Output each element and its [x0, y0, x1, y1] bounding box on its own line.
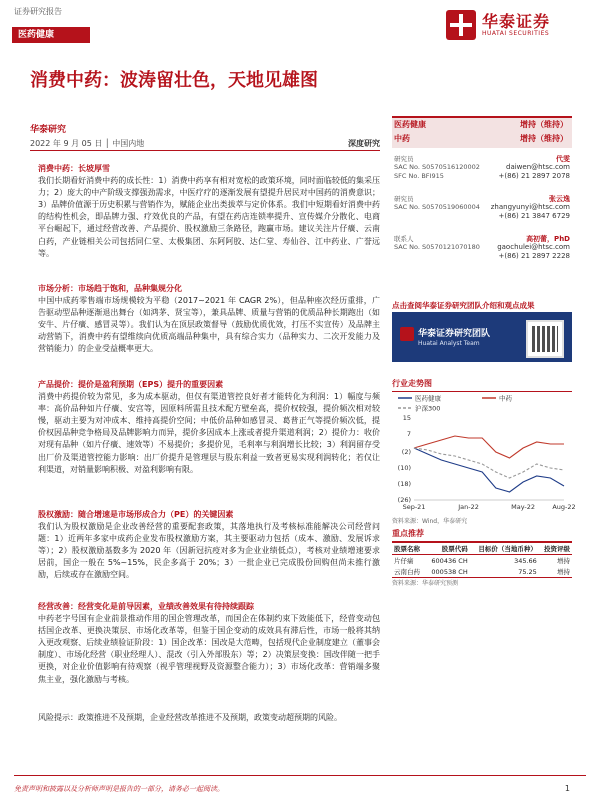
rating: 增持	[557, 557, 570, 565]
target-price: 75.25	[470, 566, 539, 578]
series-line	[414, 436, 564, 458]
section-1	[38, 163, 380, 260]
rating-value: 增持（维持）	[520, 134, 568, 143]
section-heading: 消费中药：长坡厚雪	[38, 164, 110, 173]
x-tick-label: Aug-22	[552, 503, 576, 511]
analyst-email[interactable]: zhangyunyi@htsc.com	[490, 203, 570, 211]
analyst-name: 高初蕾，PhD	[526, 235, 570, 243]
analyst-sac: SAC No. S0570519060004	[394, 203, 480, 211]
analyst-card	[392, 194, 572, 234]
category-tag: 医药健康	[12, 27, 90, 43]
date-line	[30, 138, 380, 149]
chart-source: 资料来源：Wind，华泰研究	[392, 518, 468, 525]
y-tick-label: (10)	[397, 464, 411, 472]
banner-title: 华泰证券研究团队	[418, 329, 491, 339]
x-tick-label: Sep-21	[402, 503, 426, 511]
huatai-logo	[426, 8, 586, 42]
stocks-title: 重点推荐	[392, 528, 572, 542]
qr-code-icon[interactable]	[526, 320, 564, 358]
target-price: 345.66	[514, 556, 537, 565]
author-org: 华泰研究	[30, 125, 67, 135]
y-tick-label: (18)	[397, 480, 411, 488]
analyst-role: 研究员	[394, 155, 414, 163]
doc-type-label: 证券研究报告	[14, 7, 62, 16]
col-header: 股票名称	[392, 543, 425, 555]
stocks-table	[392, 542, 572, 578]
recommended-stocks	[392, 528, 572, 587]
analyst-role: 联系人	[394, 235, 414, 243]
risk-warning: 风险提示：政策推进不及预期，企业经营改革推进不及预期，政策变动超预期的风险。	[38, 713, 342, 722]
rating-name: 中药	[394, 134, 410, 143]
analyst-name: 代雯	[556, 155, 570, 163]
footer-divider	[14, 775, 586, 776]
section-body: 我们认为股权激励是企业改善经营的重要配套政策，其落地执行及考核标准能解决公司经营问题：1）近两年多家中成药企业发布股权激励方案，其主要驱动力包括（成本、激励、发展诉求等）；2）股权激励基数多为 2020 年（因新冠抗疫对多为企业业绩低点），考核对业绩增速要求居前，国企一般在 5%~15%，民企多高于 20%；3）一批企业已完成股份回购但尚未推行激励，后续或存在激励空间。	[38, 522, 380, 580]
rating-box	[392, 116, 572, 274]
x-tick-label: Jan-22	[458, 503, 479, 511]
col-header: 投资评级	[539, 543, 572, 555]
report-title: 消费中药：波涛留壮色，天地见雄图	[30, 70, 318, 91]
col-header: 目标价（当地币种）	[470, 543, 539, 555]
analyst-sfc: SFC No. BFI915	[394, 172, 444, 180]
analyst-phone: +(86) 21 2897 2228	[498, 252, 570, 260]
table-source: 资料来源：华泰研究预测	[392, 580, 459, 587]
stock-code: 000538 CH	[425, 566, 470, 578]
logo-text-cn: 华泰证券	[482, 12, 551, 31]
banner-subtitle: Huatai Analyst Team	[418, 340, 480, 347]
y-tick-label: (26)	[397, 496, 411, 504]
section-heading: 市场分析：市场趋于饱和，品种集规分化	[38, 284, 182, 293]
logo-cross-icon	[446, 10, 476, 40]
x-tick-label: May-22	[511, 503, 536, 511]
section-4	[38, 509, 380, 582]
analyst-team-banner[interactable]	[392, 312, 572, 362]
y-tick-label: (2)	[401, 448, 411, 456]
series-line	[414, 448, 564, 478]
legend-label: 中药	[499, 394, 512, 403]
rating: 增持	[539, 566, 572, 578]
industry-trend-chart	[392, 392, 576, 512]
col-header: 股票代码	[425, 543, 470, 555]
section-body: 中药老字号国有企业前景推动作用的国企管理改革，而国企在体制约束下效能低下，经营变动包括国企改革、更换决策层、市场化改革等，但鉴于国企变动的成效具有滞后性，市场一般将其纳入更改观察、后续业绩验证阶段：1）国企改革：国改是大范畴，包括现代企业制度建立（董事会制度）、市场化经营（职业经理人）、混改（引入外部股东）等；2）决策层变换：国改伴随一把手更换，对企业价值影响有待观察（视乎管理视野及资源整合能力）；3）市场化改革：营销端多聚焦主业，强化激励与考核。	[38, 614, 380, 684]
section-3	[38, 379, 380, 476]
analyst-card	[392, 234, 572, 274]
analyst-name: 张云逸	[549, 195, 570, 203]
analyst-email[interactable]: gaochulei@htsc.com	[497, 243, 570, 251]
analyst-role: 研究员	[394, 195, 414, 203]
section-heading: 经营改善：经营变化是前导因素，业绩改善效果有待持续跟踪	[38, 602, 254, 611]
section-heading: 股权激励：随合增速是市场形成合力（PE）的关键因素	[38, 510, 234, 519]
date-region: 2022 年 9 月 05 日 │ 中国内地	[30, 139, 145, 148]
analyst-card	[392, 154, 572, 194]
footer-disclaimer: 免责声明和披露以及分析师声明是报告的一部分，请务必一起阅读。	[14, 785, 224, 793]
banner-logo-icon	[400, 327, 414, 341]
table-row	[392, 555, 572, 567]
qr-label[interactable]: 点击查阅华泰证券研究团队介绍和观点成果	[392, 301, 535, 310]
analyst-sac: SAC No. S0570121070180	[394, 243, 480, 251]
analyst-email[interactable]: daiwen@htsc.com	[506, 163, 570, 171]
y-tick-label: 7	[406, 430, 411, 438]
table-row	[392, 566, 572, 578]
legend-label: 沪深300	[415, 404, 441, 413]
section-5	[38, 601, 380, 686]
divider	[30, 150, 380, 151]
analyst-phone: +(86) 21 3847 6729	[498, 212, 570, 220]
section-body: 我们长期看好消费中药的成长性：1）消费中药享有相对宽松的政策环境，同时面临较低的集采压力；2）庞大的中产阶级支撑强劲需求，中医疗疗的逐渐发展有望提升居民对中国药的消费意识；3）品牌价值源于历史积累与营销作为，赋能企业出类拔萃与定价体系。我们中短期看好消费中药的结构性机会，即品牌力强、疗效优良的产品，有望在药店连锁率提升、宣传媒介分散化、电商平台崛起下，通过经营改善、产品提价、股权激励三条路径，跑赢市场。建议关注片仔癀、云南白药，产业链相关公司包括同仁堂、太极集团、东阿阿胶、达仁堂、寿仙谷、江中药业、广誉远等。	[38, 176, 380, 258]
y-tick-label: 15	[402, 414, 411, 422]
analyst-phone: +(86) 21 2897 2078	[498, 172, 570, 180]
rating-row	[392, 118, 572, 132]
stock-name: 云南白药	[392, 566, 425, 578]
rating-row	[392, 132, 572, 146]
rating-panel	[392, 116, 572, 148]
section-2	[38, 283, 380, 356]
page-number: 1	[564, 784, 570, 793]
logo-text-en: HUATAI SECURITIES	[482, 30, 550, 37]
section-heading: 产品提价：提价是盈利预期（EPS）提升的重要因素	[38, 380, 224, 389]
rating-name: 医药健康	[394, 120, 426, 129]
stock-code: 600436 CH	[431, 556, 468, 565]
rating-value: 增持（维持）	[520, 120, 568, 129]
section-body: 消费中药提价较为常见，多为成本驱动，但仅有渠道管控良好者才能转化为利润：1）幅度与频率：高价品种如片仔癀、安宫等，因原料所需且技术配方壁垒高，提价权较强，提价频次相对较慢，驱动主要为对冲成本、维持高提价空间；中低价品种如感冒灵、葛普正气等提价频次低，提价权因品种竞争格局及品牌影响力而异，提价多因成本上涨或者提升渠道利润；2）提价力：收价对现有品种（如片仔癀、速效等）不易提价；多提价见，毛利率与利润增长比较；3）利润留存受出厂价及渠道管控能力影响：出厂价提升是管理层与股东利益一致者更易实现利润转化；若仅让利渠道，对销量影响积极、对盈利影响有限。	[38, 392, 380, 474]
series-line	[414, 448, 564, 492]
section-body: 中国中成药零售端市场规模较为平稳（2017~2021 年 CAGR 2%），但品种座次经历重排，广告驱动型品种逐渐退出舞台（如鸿茅、贤宝等），兼具品牌、质量与营销的优质品种长期跑出（如安牛、片仔癀、感冒灵等）。我们认为在顶层政策督导（鼓励优质优效，打压不实宣传）及品牌主动营销下，消费中药有望维续向优质高端品种集中，具有综合实力（品种实力、二次开发能力及营销能力）的企业受益概率更大。	[38, 296, 380, 354]
analyst-sac: SAC No. S0570516120002	[394, 163, 480, 171]
legend-label: 医药健康	[415, 394, 441, 403]
report-type: 深度研究	[348, 139, 380, 148]
industry-trend	[392, 378, 576, 525]
stock-name: 片仔癀	[394, 557, 414, 565]
industry-title: 行业走势图	[392, 378, 572, 392]
